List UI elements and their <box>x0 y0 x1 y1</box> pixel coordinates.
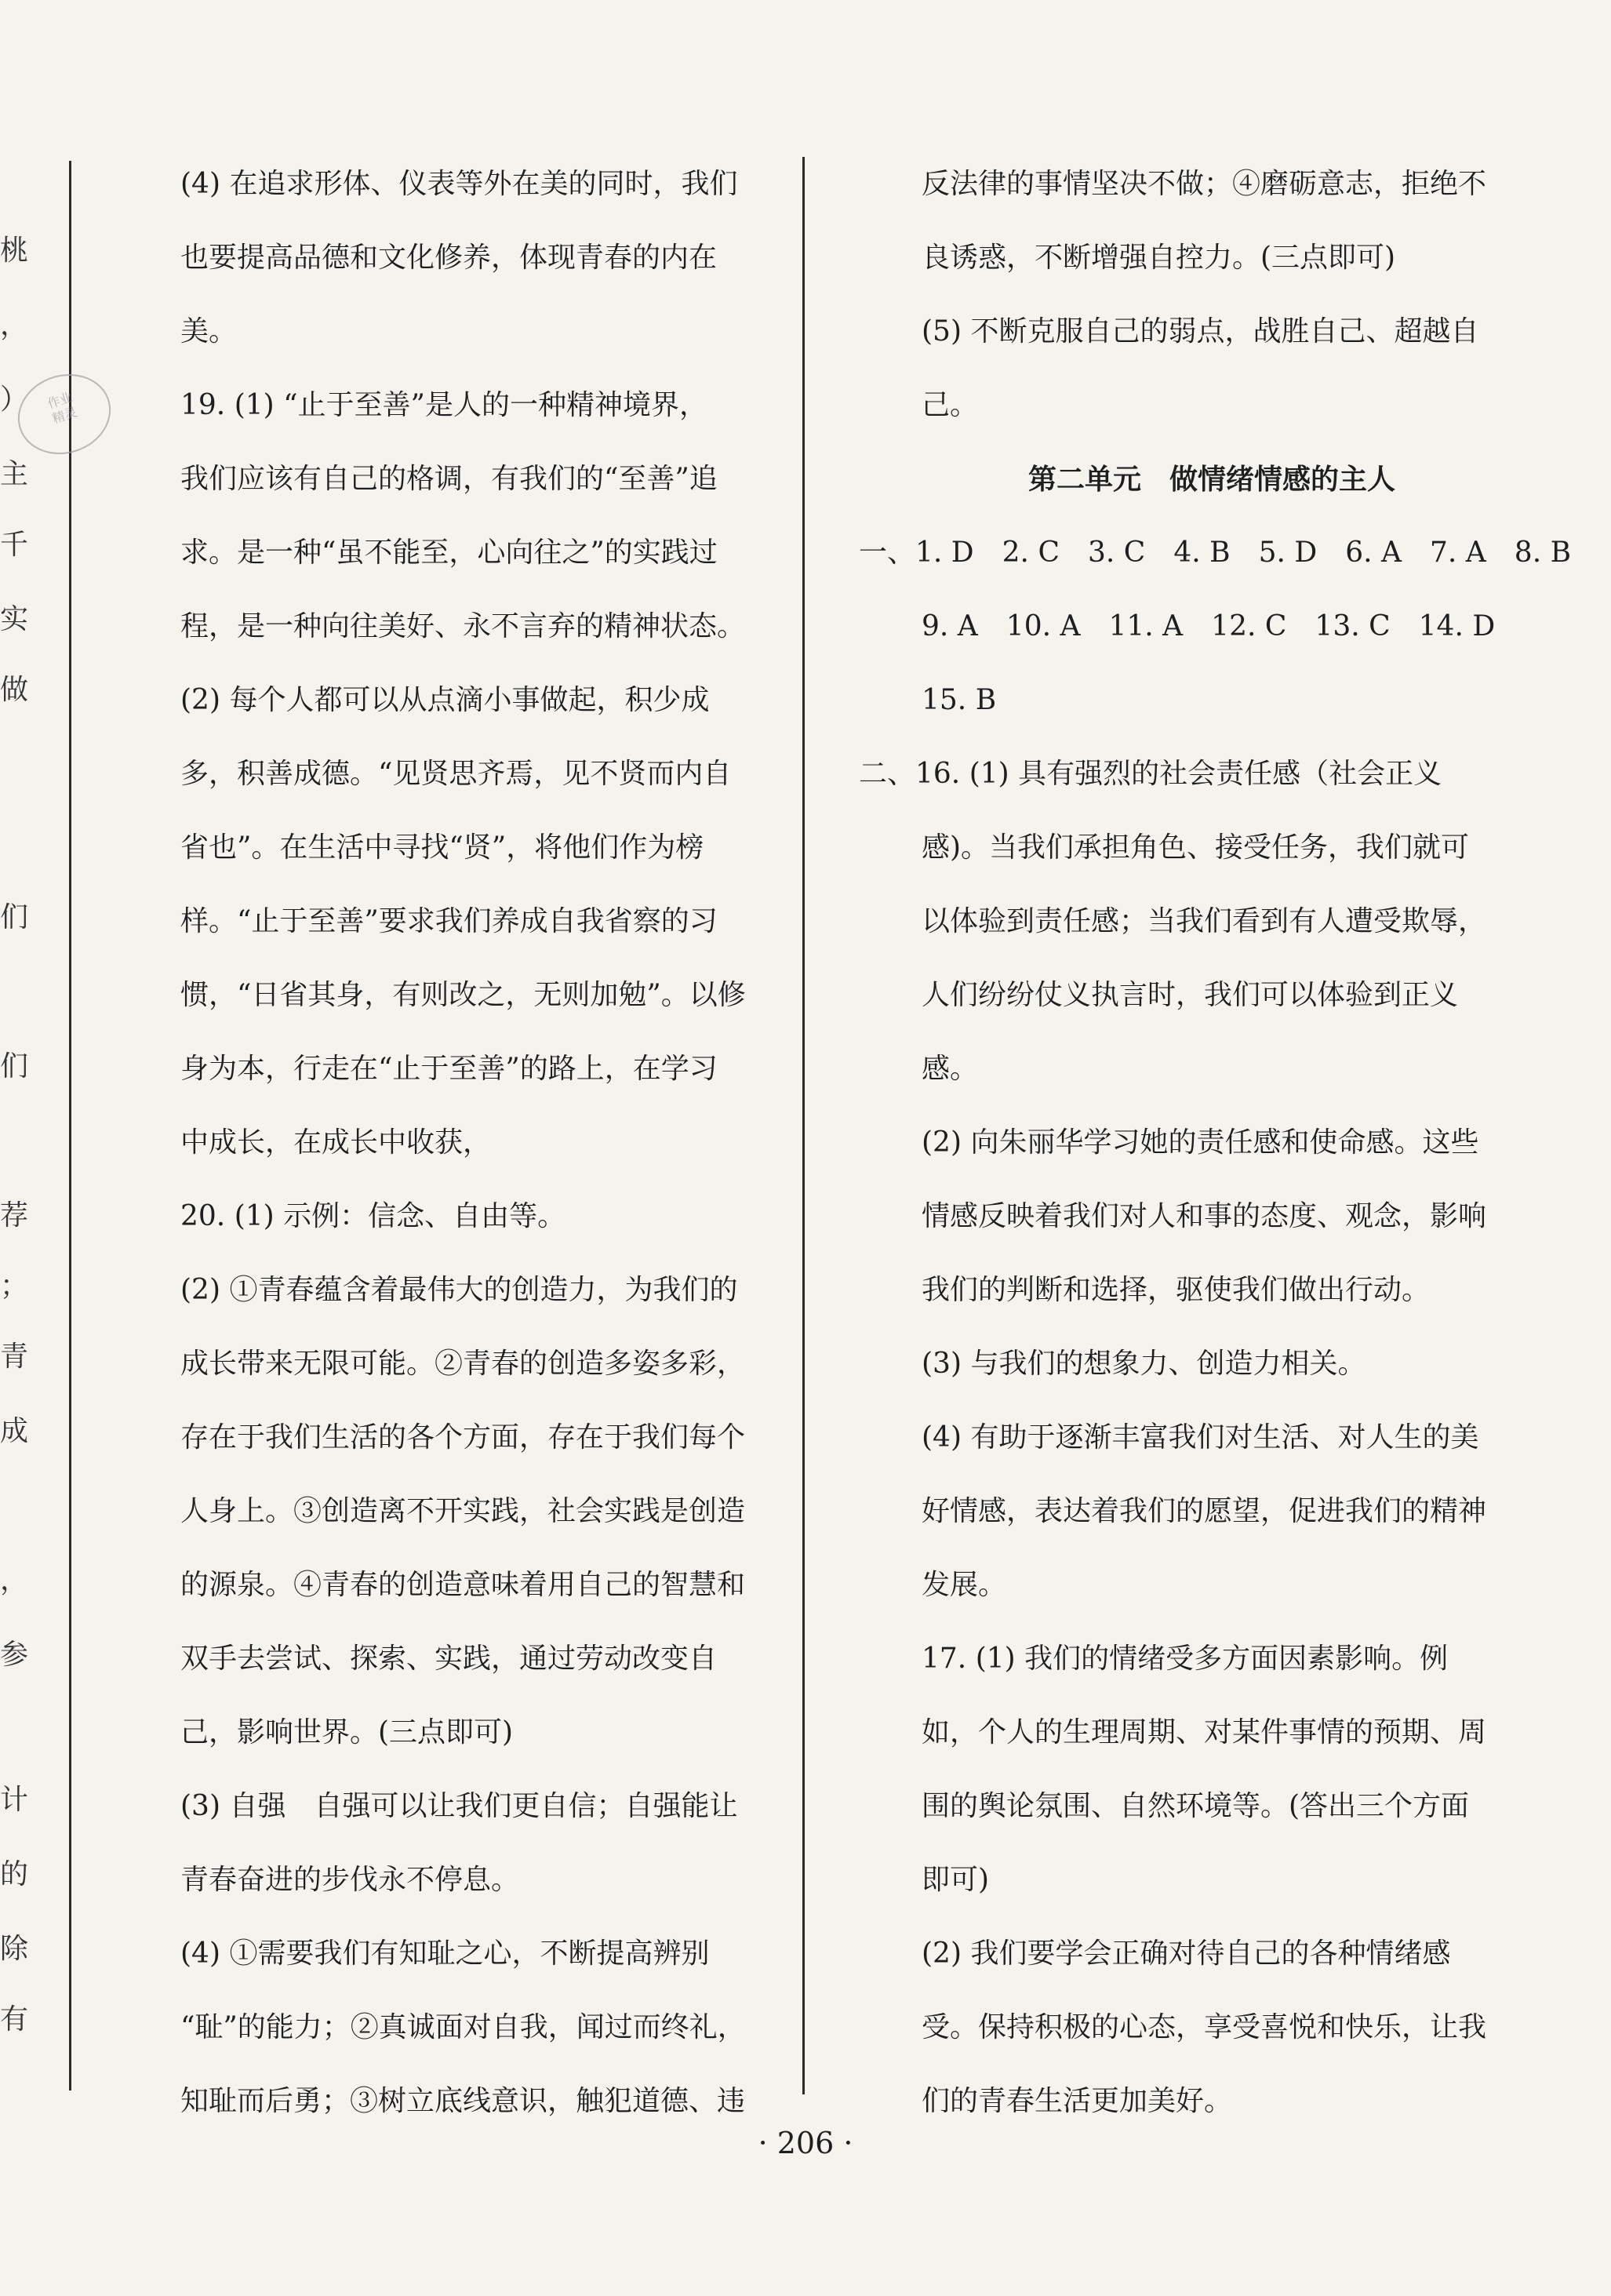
text-line: 我们应该有自己的格调，有我们的“至善”追 <box>180 463 718 495</box>
text-line: 多，积善成德。“见贤思齐焉，见不贤而内自 <box>180 758 732 790</box>
page-number: · 206 · <box>758 2126 853 2160</box>
edge-char: 千 <box>0 529 29 561</box>
right-column <box>859 147 1572 2138</box>
edge-char: 实 <box>0 603 29 635</box>
text-line: 双手去尝试、探索、实践，通过劳动改变自 <box>180 1643 718 1675</box>
edge-char: 参 <box>0 1639 29 1671</box>
text-line: 15. B <box>922 684 997 716</box>
text-line: (2) 向朱丽华学习她的责任感和使命感。这些 <box>922 1126 1479 1159</box>
edge-char: 有 <box>0 2003 29 2036</box>
text-line: 美。 <box>180 315 238 347</box>
text-line: 的源泉。④青春的创造意味着用自己的智慧和 <box>180 1569 746 1601</box>
text-line: 以体验到责任感；当我们看到有人遭受欺辱， <box>922 905 1487 937</box>
text-line: 19. (1) “止于至善”是人的一种精神境界， <box>180 389 707 421</box>
text-line: 惯，“日省其身，有则改之，无则加勉”。以修 <box>180 979 746 1011</box>
column-divider <box>802 157 805 2094</box>
text-line: 知耻而后勇；③树立底线意识，触犯道德、违 <box>180 2085 746 2117</box>
text-line: 人们纷纷仗义执言时，我们可以体验到正义 <box>922 979 1459 1011</box>
text-line: 如，个人的生理周期、对某件事情的预期、周 <box>922 1716 1487 1748</box>
section-heading: 第二单元 做情绪情感的主人 <box>1027 463 1395 496</box>
edge-char: 计 <box>0 1784 29 1816</box>
edge-char: 荐 <box>0 1199 29 1232</box>
text-line: 发展。 <box>922 1569 1007 1601</box>
watermark-stamp: 作业 精灵 <box>7 362 121 466</box>
text-line: (2) 我们要学会正确对待自己的各种情绪感 <box>922 1938 1451 1970</box>
text-line: 己。 <box>922 389 979 421</box>
text-line: 们的青春生活更加美好。 <box>922 2085 1233 2117</box>
text-line: 二、16. (1) 具有强烈的社会责任感（社会正义 <box>859 758 1442 790</box>
left-column <box>180 147 761 2138</box>
text-line: (4) 有助于逐渐丰富我们对生活、对人生的美 <box>922 1421 1479 1454</box>
text-line: 样。“止于至善”要求我们养成自我省察的习 <box>180 905 718 937</box>
text-line: 程，是一种向往美好、永不言弃的精神状态。 <box>180 610 746 642</box>
edge-char: ） <box>0 384 29 416</box>
text-line: 一、1. D 2. C 3. C 4. B 5. D 6. A 7. A 8. B <box>859 537 1572 569</box>
text-line: 中成长，在成长中收获， <box>180 1126 492 1159</box>
text-line: (4) ①需要我们有知耻之心，不断提高辨别 <box>180 1938 710 1970</box>
text-line: (2) ①青春蕴含着最伟大的创造力，为我们的 <box>180 1274 738 1306</box>
text-line: 9. A 10. A 11. A 12. C 13. C 14. D <box>922 610 1496 642</box>
text-line: “耻”的能力；②真诚面对自我，闻过而终礼， <box>180 2011 746 2043</box>
edge-char: ， <box>0 309 29 341</box>
text-line: 存在于我们生活的各个方面，存在于我们每个 <box>180 1421 746 1454</box>
text-line: 人身上。③创造离不开实践，社会实践是创造 <box>180 1495 746 1527</box>
text-line: (3) 自强 自强可以让我们更自信；自强能让 <box>180 1790 738 1822</box>
text-line: 己，影响世界。(三点即可) <box>180 1716 514 1748</box>
text-line: 反法律的事情坚决不做；④磨砺意志，拒绝不 <box>922 168 1487 200</box>
edge-char: 青 <box>0 1341 29 1373</box>
text-line: 也要提高品德和文化修养，体现青春的内在 <box>180 242 718 274</box>
text-line: 良诱惑，不断增强自控力。(三点即可) <box>922 242 1396 274</box>
text-line: (4) 在追求形体、仪表等外在美的同时，我们 <box>180 168 738 200</box>
text-line: 情感反映着我们对人和事的态度、观念，影响 <box>922 1200 1487 1232</box>
text-line: 围的舆论氛围、自然环境等。(答出三个方面 <box>922 1790 1470 1822</box>
text-line: 成长带来无限可能。②青春的创造多姿多彩， <box>180 1348 746 1380</box>
edge-char: 做 <box>0 674 29 706</box>
edge-char: 们 <box>0 1050 29 1083</box>
edge-char: ， <box>0 1564 29 1596</box>
text-line: (5) 不断克服自己的弱点，战胜自己、超越自 <box>922 315 1479 347</box>
edge-char: ； <box>0 1270 29 1302</box>
text-line: 求。是一种“虽不能至，心向往之”的实践过 <box>180 537 718 569</box>
text-line: 20. (1) 示例：信念、自由等。 <box>180 1200 566 1232</box>
edge-char: 主 <box>0 458 29 490</box>
text-line: 好情感，表达着我们的愿望，促进我们的精神 <box>922 1495 1487 1527</box>
edge-char: 们 <box>0 901 29 933</box>
text-line: 即可) <box>922 1864 990 1896</box>
text-line: 我们的判断和选择，驱使我们做出行动。 <box>922 1274 1431 1306</box>
edge-char: 成 <box>0 1415 29 1447</box>
text-line: 感。 <box>922 1053 979 1085</box>
text-line: 受。保持积极的心态，享受喜悦和快乐，让我 <box>922 2011 1487 2043</box>
text-line: 省也”。在生活中寻找“贤”，将他们作为榜 <box>180 831 704 864</box>
text-line: 感)。当我们承担角色、接受任务，我们就可 <box>922 831 1470 864</box>
text-line: (2) 每个人都可以从点滴小事做起，积少成 <box>180 684 710 716</box>
text-line: 17. (1) 我们的情绪受多方面因素影响。例 <box>922 1643 1449 1675</box>
text-line: (3) 与我们的想象力、创造力相关。 <box>922 1348 1366 1380</box>
text-line: 青春奋进的步伐永不停息。 <box>180 1864 520 1896</box>
edge-char: 除 <box>0 1933 29 1965</box>
edge-char: 桃 <box>0 235 29 267</box>
text-line: 身为本，行走在“止于至善”的路上，在学习 <box>180 1053 718 1085</box>
edge-char: 的 <box>0 1858 29 1890</box>
